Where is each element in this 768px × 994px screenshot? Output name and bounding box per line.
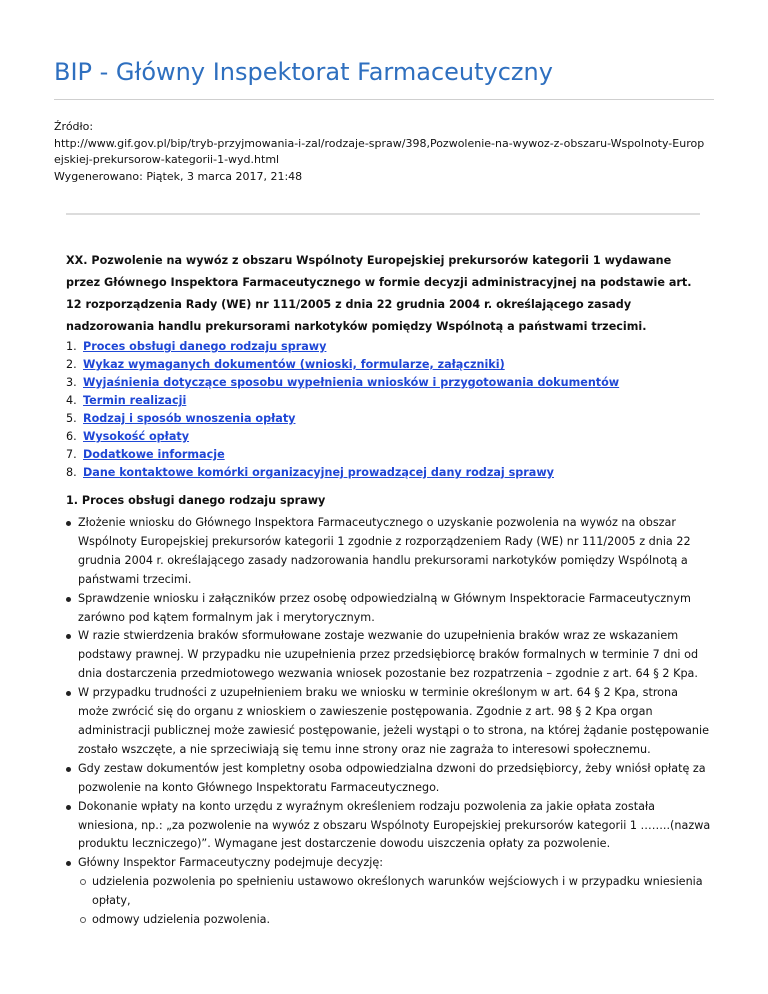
toc-link-fee-amount[interactable]: Wysokość opłaty — [83, 430, 190, 443]
sub-list-item — [78, 911, 712, 930]
circle-bullet-icon — [80, 879, 86, 885]
decision-options-list — [78, 873, 712, 930]
source-label: Źródło: — [54, 120, 94, 133]
list-item-text: Złożenie wniosku do Głównego Inspektora Farmaceutycznego o uzyskanie pozwolenia na wywóz na obszar Wspólnoty Europejskiej prekursorów kategorii 1 zgodnie z rozporządzeniem Rady (WE) nr 111/2005 z dnia 22 grudnia 2004 r. określającego zasady nadzorowania handlu prekursorami narkotyków pomiędzy Wspólnotą a państwami trzecimi. — [78, 516, 691, 586]
generated-timestamp: Wygenerowano: Piątek, 3 marca 2017, 21:48 — [54, 169, 303, 183]
toc-number: 1. — [66, 340, 77, 353]
list-item — [66, 854, 712, 930]
toc-item — [66, 356, 619, 374]
list-item — [66, 514, 712, 590]
list-item — [66, 760, 712, 798]
source-url-line-1: http://www.gif.gov.pl/bip/tryb-przyjmowania-i-zal/rodzaje-spraw/398,Pozwolenie-na-wywoz-z-obszaru-Wspolnoty-Europ — [54, 136, 705, 150]
sub-list-item-text: udzielenia pozwolenia po spełnieniu ustawowo określonych warunków wejściowych i w przypadku wniesienia opłaty, — [92, 875, 703, 908]
toc-item — [66, 464, 619, 482]
toc-number: 2. — [66, 358, 77, 371]
toc-number: 6. — [66, 430, 77, 443]
toc-link-fee-method[interactable]: Rodzaj i sposób wnoszenia opłaty — [83, 412, 296, 425]
list-item-text: Sprawdzenie wniosku i załączników przez osobę odpowiedzialną w Głównym Inspektoracie Farmaceutycznym zarówno pod kątem formalnym jak i merytorycznym. — [78, 591, 691, 624]
toc-number: 5. — [66, 412, 77, 425]
bullet-icon — [66, 634, 71, 639]
bullet-icon — [66, 861, 71, 866]
sub-list-item — [78, 873, 712, 911]
site-title: BIP - Główny Inspektorat Farmaceutyczny — [54, 58, 553, 86]
bullet-icon — [66, 597, 71, 602]
bullet-icon — [66, 691, 71, 696]
toc-number: 7. — [66, 448, 77, 461]
list-item — [66, 590, 712, 628]
list-item — [66, 627, 712, 684]
toc-item — [66, 392, 619, 410]
sub-list-item-text: odmowy udzielenia pozwolenia. — [92, 913, 271, 927]
toc-link-required-documents[interactable]: Wykaz wymaganych dokumentów (wnioski, formularze, załączniki) — [83, 358, 505, 371]
section-heading: 1. Proces obsługi danego rodzaju sprawy — [66, 494, 326, 507]
toc-link-explanations[interactable]: Wyjaśnienia dotyczące sposobu wypełnienia wniosków i przygotowania dokumentów — [83, 376, 620, 389]
source-info — [54, 119, 714, 185]
list-item-text: W przypadku trudności z uzupełnieniem braku we wniosku w terminie określonym w art. 64 § 2 Kpa, strona może zwrócić się do organu z wnioskiem o zawieszenie postępowania. Zgodnie z art. 98 § 2 Kpa organ administracji publicznej może zawiesić postępowanie, jeżeli wystąpi o to strona, na której żądanie postępowanie zostało wszczęte, a nie sprzeciwiają się temu inne strony oraz nie zagraża to interesowi społecznemu. — [78, 686, 709, 756]
document-title: XX. Pozwolenie na wywóz z obszaru Wspólnoty Europejskiej prekursorów kategorii 1 wydawane przez Głównego Inspektora Farmaceutycznego w formie decyzji administracyjnej na podstawie art. 12 rozporządzenia Rady (WE) nr 111/2005 z dnia 22 grudnia 2004 r. określającego zasady nadzorowania handlu prekursorami narkotyków pomiędzy Wspólnotą a państwami trzecimi. — [66, 254, 692, 333]
toc-item — [66, 446, 619, 464]
toc-link-deadline[interactable]: Termin realizacji — [83, 394, 187, 407]
toc-number: 4. — [66, 394, 77, 407]
circle-bullet-icon — [80, 917, 86, 923]
list-item — [66, 798, 712, 855]
process-steps-list — [66, 514, 712, 930]
list-item-text: W razie stwierdzenia braków sformułowane zostaje wezwanie do uzupełnienia braków wraz ze wskazaniem podstawy prawnej. W przypadku nie uzupełnienia przez przedsiębiorcę braków formalnych w terminie 7 dni od dnia dostarczenia przedmiotowego wezwania wniosek pozostanie bez rozpatrzenia – zgodnie z art. 64 § 2 Kpa. — [78, 629, 699, 681]
toc-item — [66, 410, 619, 428]
toc-link-contact[interactable]: Dane kontaktowe komórki organizacyjnej prowadzącej dany rodzaj sprawy — [83, 466, 554, 479]
list-item-text: Gdy zestaw dokumentów jest kompletny osoba odpowiedzialna dzwoni do przedsiębiorcy, żeby wniósł opłatę za pozwolenie na konto Głównego Inspektoratu Farmaceutycznego. — [78, 761, 706, 794]
toc-item — [66, 428, 619, 446]
bullet-icon — [66, 767, 71, 772]
toc-item — [66, 338, 619, 356]
title-divider — [54, 99, 714, 100]
list-item — [66, 684, 712, 760]
source-url-line-2: ejskiej-prekursorow-kategorii-1-wyd.html — [54, 153, 280, 166]
toc-link-additional-info[interactable]: Dodatkowe informacje — [83, 448, 225, 461]
toc-number: 3. — [66, 376, 77, 389]
toc-number: 8. — [66, 466, 77, 479]
list-item-text: Dokonanie wpłaty na konto urzędu z wyraźnym określeniem rodzaju pozwolenia za jakie opłata została wniesiona, np.: „za pozwolenie na wywóz z obszaru Wspólnoty Europejskiej prekursorów kategorii 1 ……..(nazwa produktu leczniczego)”. Wymagane jest dostarczenie dowodu uiszczenia opłaty za pozwolenie. — [78, 799, 711, 851]
list-item-text: Główny Inspektor Farmaceutyczny podejmuje decyzję: — [78, 856, 383, 870]
table-of-contents — [66, 338, 619, 482]
source-divider — [66, 213, 700, 215]
bullet-icon — [66, 521, 71, 526]
bullet-icon — [66, 805, 71, 810]
toc-item — [66, 374, 619, 392]
toc-link-process[interactable]: Proces obsługi danego rodzaju sprawy — [83, 340, 327, 353]
